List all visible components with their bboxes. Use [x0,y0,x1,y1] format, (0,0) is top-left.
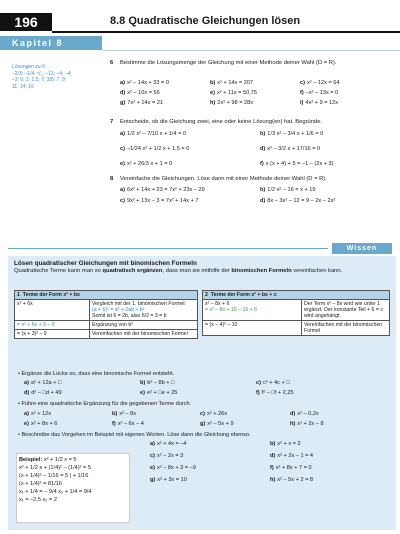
task: a) x² – 14x + 33 = 0 [120,80,169,86]
task: f) f² – □f + 2,25 [256,390,294,396]
task: e) x² – 8x + 3 = –9 [150,465,196,471]
table-cell: Vergleich mit der 1. binomischen Formel: (a + b)² = a² + 2ab + b² Somit ist 6 = 2b, also 6/2 = 3 = b [90,300,198,321]
task: e) x² + 11x = 50,75 [210,90,257,96]
task: h) x² – 5x + 2 = 8 [270,477,314,483]
page-title: 8.8 Quadratische Gleichungen lösen [110,15,301,27]
chapter-rule [102,36,400,51]
exercise-text: Entscheide, ob die Gleichung zwei, eine oder keine Lösung(en) hat. Begründe. [120,119,323,125]
task: c) x² – 2x = 3 [150,453,184,459]
task: d) x² – 10x = 56 [120,90,160,96]
example-step: (x + 1/4)² = 81/16 [19,481,62,487]
example-table-2 [202,290,390,336]
task: f) x² – 6x – 4 [112,421,144,427]
task: h) x² + 2x – 8 [290,421,324,427]
page-number: 196 [0,13,52,31]
exercise-number: 8 [110,176,114,182]
task: c) c² + 4c + □ [256,380,290,386]
solutions-line: –2/3; –1/4; ⁸/₃; –13; –4; –4; [12,70,72,77]
wissen-title: Lösen quadratischer Gleichungen mit binomischen Formeln [14,260,197,267]
task: g) 7x² + 14x = 21 [120,100,164,106]
example-step: x² + 1/2 x + (1/4)² – (1/4)² = 5 [19,465,91,471]
bullet-task-1: • Ergänze die Lücke so, dass eine binomische Formel entsteht. [18,371,175,377]
example-step: x₁ + 1/4 = – 9/4 x₂ + 1/4 = 9/4 [19,489,92,495]
example-step: (x + 1/4)² – 1/16 = 5 | + 1/16 [19,473,89,479]
task: h) 2x² + 98 = 28x [210,100,254,106]
task: d) x² + 2x – 1 = 4 [270,453,314,459]
wissen-intro: Quadratische Terme kann man so quadratisch ergänzen, dass man sie mithilfe der binomischen Formeln vereinfachen kann. [14,268,343,274]
solutions-line: –3; 0; 2; 1,5; 7; 3/5; 7; 9; [12,77,67,83]
task: a) a² + 12a + □ [24,380,62,386]
task: e) e² + □e + 25 [140,390,178,396]
table-cell: Vereinfachen mit der binomischen Formel [90,330,198,339]
task: d) d² – □d + 49 [24,390,62,396]
exercise-text: Bestimme die Lösungsmenge der Gleichung mit einer Methode deiner Wahl (D = R). [120,60,337,66]
bullet-task-2: • Führe eine quadratische Ergänzung für die gegebenen Terme durch. [18,401,192,407]
task: f) x (x + 4) + 5 = –1 – (2x + 3) [260,161,334,167]
task: b) b² – 8b + □ [140,380,175,386]
task: a) x² + 4x = –4 [150,441,187,447]
table-cell: = (x + 3)² – 9 [15,330,90,339]
example-step: x₁ = –2,5 x₂ = 2 [19,497,57,503]
table-cell: x² + 6x [15,300,90,321]
example-label: Beispiel: [19,457,43,463]
task: a) x² + 12x [24,411,52,417]
wissen-tag: Wissen [332,243,392,254]
table-header: 2 Terme der Form x² + bx + c [203,291,390,300]
task: g) x² + 3x = 10 [150,477,187,483]
task: b) x² + x = 2 [270,441,301,447]
solutions-title: Lösungen zu 6: [12,64,47,70]
task: d) x² – 0,2x [290,411,319,417]
task: e) x² + 8x + 6 [24,421,58,427]
task: b) x² + 14x = 207 [210,80,254,86]
task: i) 4x² + 9 = 12x [300,100,339,106]
table-cell: Der Term x² – 8x wird wie unter 1 ergänzt. Der konstante Teil + 6 = c wird angehängt. [302,300,390,321]
table-header: 1 Terme der Form x² + bx [15,291,198,300]
exercise-number: 7 [110,119,114,125]
task: c) 9x² + 13x – 3 = 7x² + 14x + 7 [120,198,199,204]
task: d) x² – 3/2 x + 17/16 = 0 [260,146,321,152]
task: d) 8x – 3x² – 12 = 9 – 2x – 2x² [260,198,336,204]
solutions-line: 11; 14; 16 [12,83,34,90]
task: a) 6x² + 14x + 23 = 7x² + 23x – 29 [120,187,205,193]
task: e) x² + 26/3 x + 1 = 0 [120,161,173,167]
solutions-hint [12,64,92,90]
bullet-task-3: • Beschreibe das Vorgehen im Beispiel mit eigenen Worten. Löse dann die Gleichung ebenso. [18,432,251,438]
table-cell: x² – 8x + 6 = x² – 8x + 16 – 16 + 6 [203,300,302,321]
example-table-1 [14,290,198,339]
task: a) 1/2 x² – 7/10 x + 1/4 = 0 [120,131,187,137]
task: c) x² + 26x [200,411,228,417]
task: f) –x² – 13x = 0 [300,90,339,96]
exercise-text: Vereinfache die Gleichungen. Löse dann mit einer Methode deiner Wahl (D = R). [120,176,327,182]
example-solution: Beispiel: x² + 1/2 x = 5 x² + 1/2 x + (1/4)² – (1/4)² = 5 (x + 1/4)² – 1/16 = 5 | + 1/16 (x + 1/4)² = 81/16 x₁ + 1/4 = – 9/4 x₂ + 1/4 = 9/4 x₁ = –2,5 x₂ = 2 [16,453,130,523]
task: b) 1/2 x² – 16 = x + 19 [260,187,316,193]
table-cell: Vereinfachen mit der binomischen Formel [302,321,390,336]
task: c) –1/24 x² + 1/2 x + 1,5 = 0 [120,146,190,152]
task: c) x² – 12x = 64 [300,80,340,86]
task: f) x² + 8x + 7 = 0 [270,465,312,471]
table-cell: Ergänzung von b² [90,321,198,330]
task: b) x² – 8x [112,411,137,417]
table-cell: = x² + 6x + 9 – 9 [15,321,90,330]
task: b) 1/3 x² – 3/4 x + 1/6 = 0 [260,131,324,137]
chapter-tab: Kapitel 8 [0,36,102,50]
exercise-number: 6 [110,60,114,66]
wissen-rule [8,248,328,249]
table-cell: = (x – 4)² – 10 [203,321,302,336]
task: g) x² – 5x + 9 [200,421,234,427]
